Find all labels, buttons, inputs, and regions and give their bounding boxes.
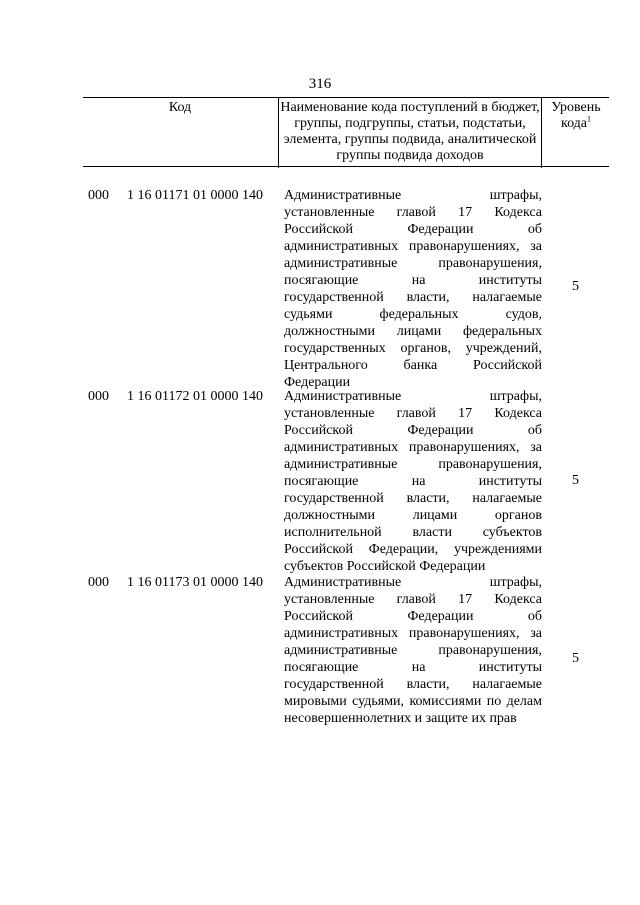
table-row	[0, 388, 640, 573]
page-number: 316	[308, 76, 332, 92]
row-level: 5	[572, 473, 579, 488]
table-row	[0, 187, 640, 390]
header-level-label: Уровень кода	[551, 100, 601, 131]
row-name: Административные штрафы, установленные главой 17 Кодекса Российской Федерации об административных правонарушениях, за административные правонарушения, посягающие на институты государственной власти, налагаемые должностными лицами органов исполнительной власти субъектов Российской Федерации, учреждениями субъектов Российской Федерации	[284, 389, 542, 574]
row-name: Административные штрафы, установленные главой 17 Кодекса Российской Федерации об административных правонарушениях, за административные правонарушения, посягающие на институты государственной власти, налагаемые мировыми судьями, комиссиями по делам несовершеннолетних и защите их прав	[284, 575, 542, 726]
row-level: 5	[572, 279, 579, 294]
row-prefix: 000	[88, 188, 109, 203]
row-name: Административные штрафы, установленные главой 17 Кодекса Российской Федерации об административных правонарушениях, за административные правонарушения, посягающие на институты государственной власти, налагаемые судьями федеральных судов, должностными лицами федеральных государственных органов, учреждений, Центрального банка Российской Федерации	[284, 188, 542, 390]
table-row	[0, 574, 640, 744]
table-header	[83, 97, 609, 167]
row-code: 1 16 01172 01 0000 140	[127, 389, 263, 404]
row-code: 1 16 01173 01 0000 140	[127, 575, 263, 590]
header-code: Код	[168, 100, 192, 115]
header-name: Наименование кода поступлений в бюджет, группы, подгруппы, статьи, подстатьи, элемента, группы подвида, аналитической группы подвида доходов	[278, 98, 541, 168]
row-code: 1 16 01171 01 0000 140	[127, 188, 263, 203]
row-prefix: 000	[88, 389, 109, 404]
row-prefix: 000	[88, 575, 109, 590]
header-level	[541, 98, 610, 168]
row-level: 5	[572, 651, 579, 666]
footnote-marker: 1	[587, 114, 592, 124]
